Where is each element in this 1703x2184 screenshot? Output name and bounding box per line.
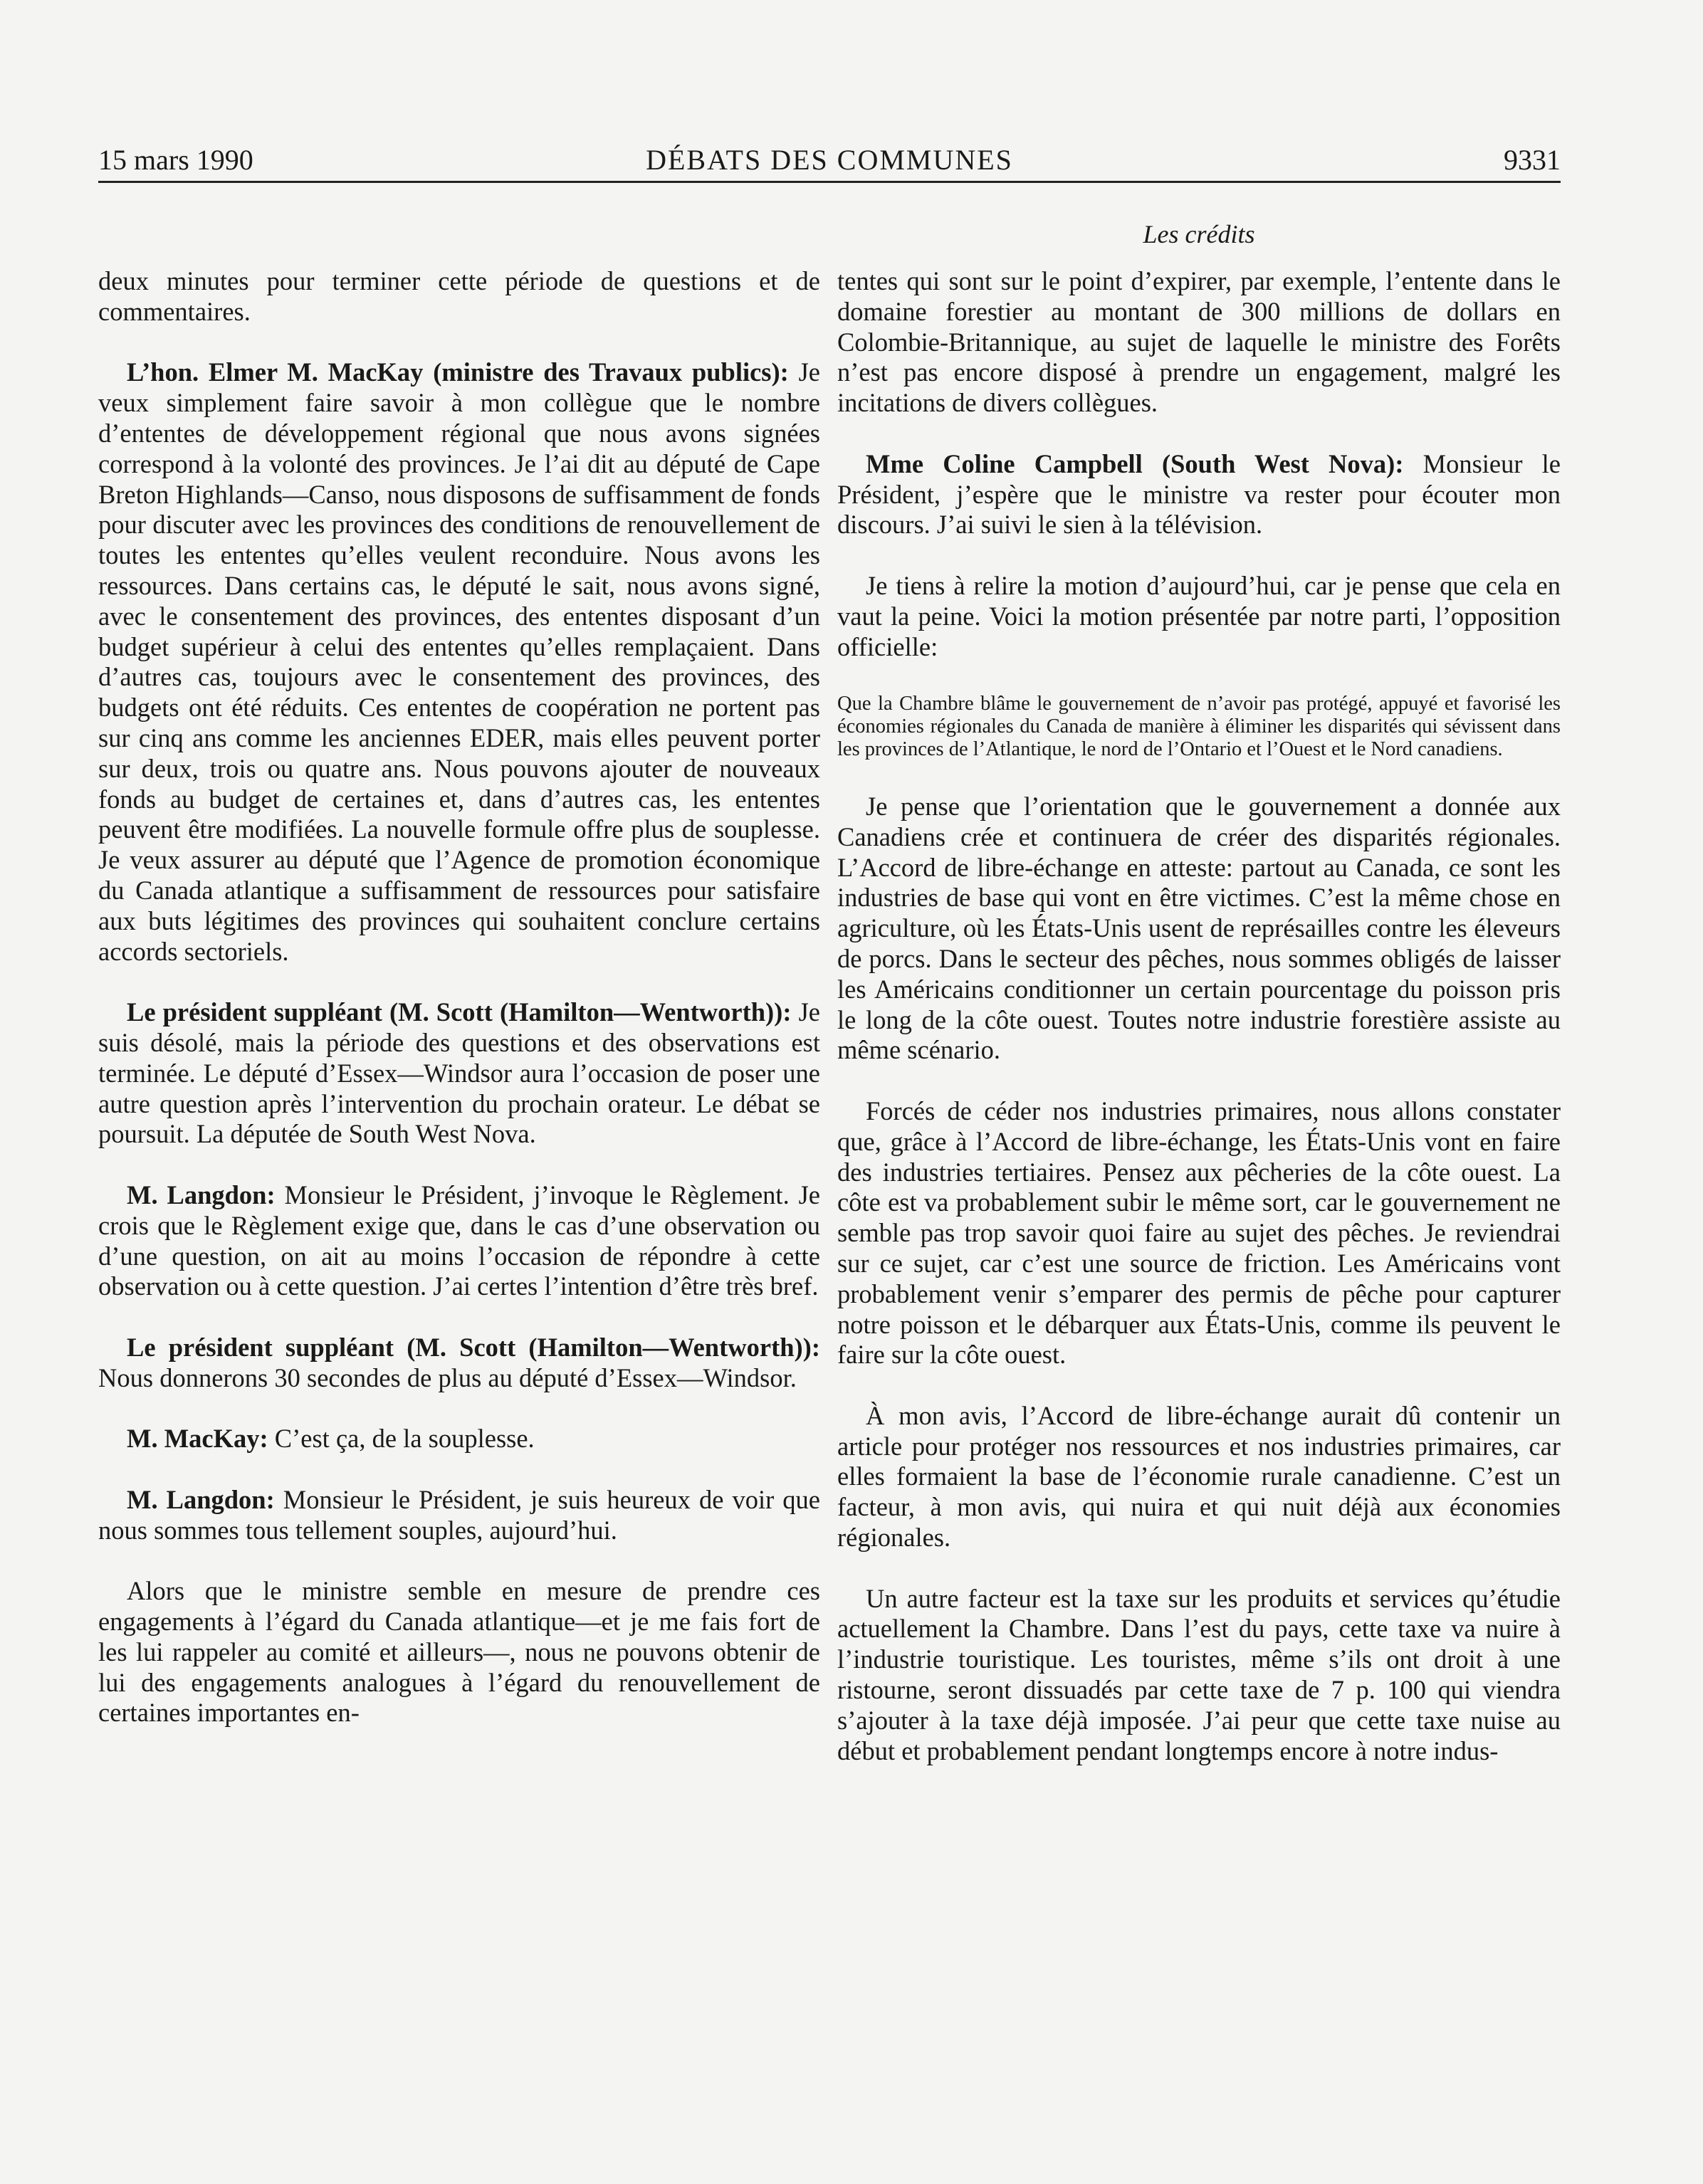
speaker-name: M. MacKay: (127, 1424, 268, 1454)
paragraph-text: Monsieur le Président, je suis heureux de voir que nous sommes tous tellement souples, aujourd’hui. (98, 1484, 820, 1545)
header-rule (98, 181, 1561, 183)
paragraph-text: Je veux simplement faire savoir à mon collègue que le nombre d’ententes de développement régional que nous avons signées correspond à la volonté des provinces. Je l’ai dit au député de Cape Breton Highlands—Canso, nous disposons de suffisamment de fonds pour discuter avec les provinces des conditions de renouvellement de toutes les ententes qu’elles veulent reconduire. Nous avons les ressources. Dans certains cas, le député le sait, nous avons signé, avec le consentement des provinces, des ententes disposant d’un budget supérieur à celui des ententes qu’elles remplaçaient. Dans d’autres cas, toujours avec le consentement des provinces, des budgets ont été réduits. Ces ententes de coopération ne portent pas sur cinq ans comme les anciennes EDER, mais elles peuvent porter sur deux, trois ou quatre ans. Nous pouvons ajouter de nouveaux fonds au budget de certaines et, dans d’autres cas, les ententes peuvent être modifiées. La nouvelle formule offre plus de souplesse. Je veux assurer au député que l’Agence de promotion économique du Canada atlantique a suffisamment de ressources pour satisfaire aux buts légitimes des provinces qui souhaitent conclure certains accords sectoriels. (98, 357, 821, 966)
speech-paragraph (98, 1424, 820, 1454)
paragraph (837, 1096, 1561, 1370)
motion-quote: Que la Chambre blâme le gouvernement de n’avoir pas protégé, appuyé et favorisé les économies régionales du Canada de manière à éliminer les disparités qui sévissent dans les provinces de l’Atlantique, le nord de l’Ontario et l’Ouest et le Nord canadiens. (837, 693, 1561, 761)
paragraph (837, 792, 1561, 1066)
speech-paragraph (98, 1180, 820, 1302)
speech-paragraph (98, 997, 820, 1150)
paragraph (837, 1584, 1561, 1767)
page-number: 9331 (1504, 144, 1561, 176)
running-head: Les crédits (1143, 220, 1255, 248)
speaker-name: Mme Coline Campbell (South West Nova): (866, 448, 1404, 478)
paragraph-text: À mon avis, l’Accord de libre-échange aurait dû contenir un article pour protéger nos ressources et nos industries primaires, car elles formaient la base de l’économie rurale canadienne. C’est un facteur, à mon avis, qui nuira et qui nuit déjà aux économies régionales. (837, 1400, 1561, 1553)
paragraph-text: Je suis désolé, mais la période des questions et des observations est terminée. Le député d’Essex—Windsor aura l’occasion de poser une autre question après l’intervention du prochain orateur. Le débat se poursuit. La députée de South West Nova. (98, 997, 820, 1149)
paragraph-text: Je pense que l’orientation que le gouvernement a donnée aux Canadiens crée et continuera de créer des disparités régionales. L’Accord de libre-échange en atteste: partout au Canada, ce sont les industries de base qui vont en être victimes. C’est la même chose en agriculture, où les États-Unis usent de représailles contre les éleveurs de porcs. Dans le secteur des pêches, nous sommes obligés de laisser les Américains conditionner un certain pourcentage du poisson pris le long de la côte ouest. Toutes notre industrie forestière assiste au même scénario. (837, 791, 1561, 1065)
paragraph-text: Un autre facteur est la taxe sur les produits et services qu’étudie actuellement la Chambre. Dans l’est du pays, cette taxe va nuire à l’industrie touristique. Les touristes, même s’ils ont droit à une ristourne, seront dissuadés par cette taxe de 7 p. 100 qui viendra s’ajouter à la taxe déjà imposée. J’ai peur que cette taxe nuise au début et probablement pendant longtemps encore à notre indus- (837, 1583, 1561, 1765)
paragraph (98, 266, 820, 327)
paragraph-text: C’est ça, de la souplesse. (268, 1424, 535, 1454)
paragraph-text: Je tiens à relire la motion d’aujourd’hui, car je pense que cela en vaut la peine. Voici la motion présentée par notre parti, l’opposition officielle: (837, 570, 1561, 661)
paragraph-text: Nous donnerons 30 secondes de plus au député d’Essex—Windsor. (98, 1363, 797, 1392)
paragraph (837, 571, 1561, 662)
speaker-name: M. Langdon: (127, 1484, 275, 1514)
paragraph-text: Monsieur le Président, j’espère que le ministre va rester pour écouter mon discours. J’ai suivi le sien à la télévision. (837, 448, 1561, 540)
page-header (98, 135, 1561, 185)
paragraph (837, 1401, 1561, 1553)
paragraph-text: Alors que le ministre semble en mesure de prendre ces engagements à l’égard du Canada atlantique—et je me fais fort de les lui rappeler au comité et ailleurs—, nous ne pouvons obtenir de lui des engagements analogues à l’égard du renouvellement de certaines importantes en- (98, 1576, 820, 1728)
right-column (837, 266, 1561, 1797)
speaker-name: Le président suppléant (M. Scott (Hamilton—Wentworth)): (127, 1332, 820, 1362)
speaker-name: Le président suppléant (M. Scott (Hamilton—Wentworth)): (127, 997, 792, 1027)
paragraph (98, 1576, 820, 1728)
speech-paragraph (98, 1333, 820, 1394)
speaker-name: M. Langdon: (127, 1180, 276, 1209)
paragraph-text: Monsieur le Président, j’invoque le Règlement. Je crois que le Règlement exige que, dans le cas d’une observation ou d’une question, on ait au moins l’occasion de répondre à cette observation ou à cette question. J’ai certes l’intention d’être très bref. (98, 1180, 820, 1301)
left-column (98, 266, 820, 1759)
paragraph-text: Forcés de céder nos industries primaires, nous allons constater que, grâce à l’Accord de libre-échange, les États-Unis vont en faire des industries tertiaires. Pensez aux pêcheries de la côte ouest. La côte est va probablement subir le même sort, car le gouvernement ne semble pas trop savoir quoi faire au sujet des pêches. Je reviendrai sur ce sujet, car c’est une source de friction. Les Américains vont probablement venir s’emparer des permis de pêche pour capturer notre poisson et le débarquer aux États-Unis, comme ils peuvent le faire sur la côte ouest. (837, 1096, 1561, 1370)
speech-paragraph (98, 1485, 820, 1546)
paragraph-text: tentes qui sont sur le point d’expirer, par exemple, l’entente dans le domaine forestier au montant de 300 millions de dollars en Colombie-Britannique, au sujet de laquelle le ministre des Forêts n’est pas encore disposé à prendre un engagement, malgré les incitations de divers collègues. (837, 266, 1561, 418)
speaker-name: L’hon. Elmer M. MacKay (ministre des Travaux publics): (127, 357, 789, 387)
paragraph-text: deux minutes pour terminer cette période de questions et de commentaires. (98, 266, 820, 326)
header-title: DÉBATS DES COMMUNES (646, 144, 1013, 176)
speech-paragraph (98, 357, 820, 967)
header-date: 15 mars 1990 (98, 144, 253, 176)
speech-paragraph (837, 449, 1561, 540)
paragraph (837, 266, 1561, 419)
